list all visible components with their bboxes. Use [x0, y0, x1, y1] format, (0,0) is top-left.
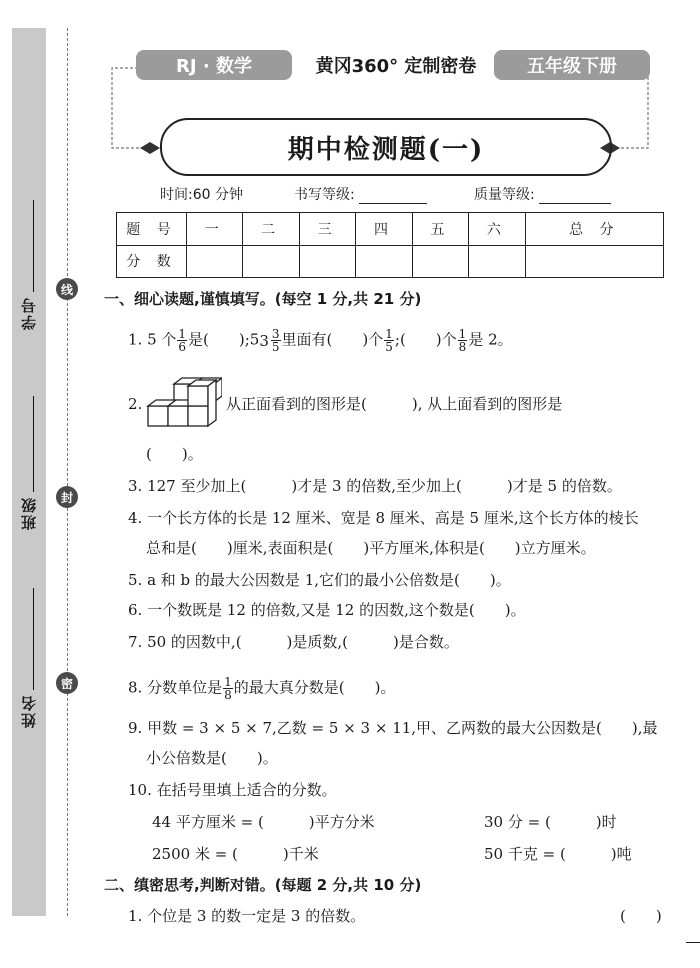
page-edge-mark	[686, 942, 700, 943]
score-cell[interactable]	[469, 245, 525, 278]
judge-question-1: 1. 个位是 3 的数一定是 3 的倍数。	[128, 907, 366, 925]
score-header-cell: 总 分	[525, 213, 663, 246]
score-header-cell: 三	[299, 213, 355, 246]
class-label: 班级	[20, 496, 38, 530]
question-7: 7. 50 的因数中,( )是质数,( )是合数。	[128, 633, 459, 651]
question-3: 3. 127 至少加上( )才是 3 的倍数,至少加上( )才是 5 的倍数。	[128, 477, 622, 495]
score-row-label: 分 数	[117, 245, 187, 278]
q8-text: 8. 分数单位是	[128, 678, 223, 697]
fraction: $\frac{1}{8}$	[224, 675, 232, 702]
question-5: 5. a 和 b 的最大公因数是 1,它们的最小公倍数是( )。	[128, 571, 511, 589]
mixed-number: 3 $\frac{3}{5}$	[259, 327, 280, 354]
fraction: $\frac{1}{8}$	[458, 327, 467, 354]
score-cell[interactable]	[187, 245, 243, 278]
q1-text: 是 2。	[468, 330, 513, 349]
score-cell[interactable]	[243, 245, 299, 278]
score-header-cell: 一	[187, 213, 243, 246]
quality-grade-label: 质量等级:	[474, 187, 535, 203]
score-header-cell: 题 号	[117, 213, 187, 246]
score-header-cell: 六	[469, 213, 525, 246]
fraction: $\frac{1}{6}$	[178, 327, 187, 354]
q1-text: 是( );5	[188, 330, 260, 349]
seal-line: 线	[56, 278, 78, 300]
question-10-b: 30 分 = ( )时	[484, 813, 617, 831]
student-id-label: 学号	[20, 296, 38, 330]
class-blank	[33, 396, 34, 492]
question-10-a: 44 平方厘米 = ( )平方分米	[152, 813, 375, 831]
binding-margin-strip	[12, 28, 46, 916]
q1-text: ;( )个	[394, 330, 457, 349]
series-name: 黄冈360° 定制密卷	[315, 56, 477, 77]
q2-line-1: 从正面看到的图形是( ), 从上面看到的图形是	[226, 395, 563, 413]
question-10: 10. 在括号里填上适合的分数。	[128, 781, 337, 799]
q2-number: 2.	[128, 395, 143, 413]
question-4-line-1: 4. 一个长方体的长是 12 厘米、宽是 8 厘米、高是 5 厘米,这个长方体的棱长	[128, 509, 639, 527]
exam-title: 期中检测题(一)	[160, 118, 612, 176]
question-8	[128, 676, 395, 701]
writing-grade	[294, 184, 427, 204]
score-cell[interactable]	[299, 245, 355, 278]
quality-grade-blank	[539, 188, 611, 204]
question-10-c: 2500 米 = ( )千米	[152, 845, 319, 863]
q2-line-2: ( )。	[146, 445, 203, 463]
section-2-heading: 二、缜密思考,判断对错。(每题 2 分,共 10 分)	[104, 876, 422, 894]
name-label: 姓名	[20, 694, 38, 728]
q1-text: 里面有( )个	[281, 330, 384, 349]
grade-badge: 五年级下册	[494, 50, 650, 80]
question-9-line-1: 9. 甲数 = 3 × 5 × 7,乙数 = 5 × 3 × 11,甲、乙两数的最大公因数是( ),最	[128, 719, 658, 737]
fraction: $\frac{1}{5}$	[385, 327, 393, 354]
score-cell[interactable]	[356, 245, 412, 278]
name-blank	[33, 588, 34, 690]
score-table	[116, 212, 664, 278]
cut-line	[67, 28, 68, 916]
question-4-line-2: 总和是( )厘米,表面积是( )平方厘米,体积是( )立方厘米。	[146, 539, 596, 557]
score-header-cell: 二	[243, 213, 299, 246]
score-header-cell: 四	[356, 213, 412, 246]
seal-secret: 密	[56, 672, 78, 694]
time-limit: 时间:60 分钟	[160, 187, 243, 203]
score-cell[interactable]	[412, 245, 468, 278]
quality-grade	[474, 184, 611, 204]
question-6: 6. 一个数既是 12 的倍数,又是 12 的因数,这个数是( )。	[128, 601, 526, 619]
q1-text: 1. 5 个	[128, 330, 177, 349]
judge-answer-blank[interactable]: ( )	[620, 907, 662, 925]
q8-text: 的最大真分数是( )。	[233, 678, 396, 697]
score-header-cell: 五	[412, 213, 468, 246]
cube-figure	[144, 376, 222, 432]
seal-seal: 封	[56, 486, 78, 508]
question-10-d: 50 千克 = ( )吨	[484, 845, 632, 863]
edition-badge: RJ · 数学	[136, 50, 292, 80]
writing-grade-blank	[359, 188, 427, 204]
score-cell[interactable]	[525, 245, 663, 278]
question-1	[128, 328, 513, 353]
section-1-heading: 一、细心读题,谨慎填写。(每空 1 分,共 21 分)	[104, 290, 422, 308]
student-id-blank	[33, 200, 34, 292]
question-9-line-2: 小公倍数是( )。	[146, 749, 278, 767]
writing-grade-label: 书写等级:	[294, 187, 355, 203]
